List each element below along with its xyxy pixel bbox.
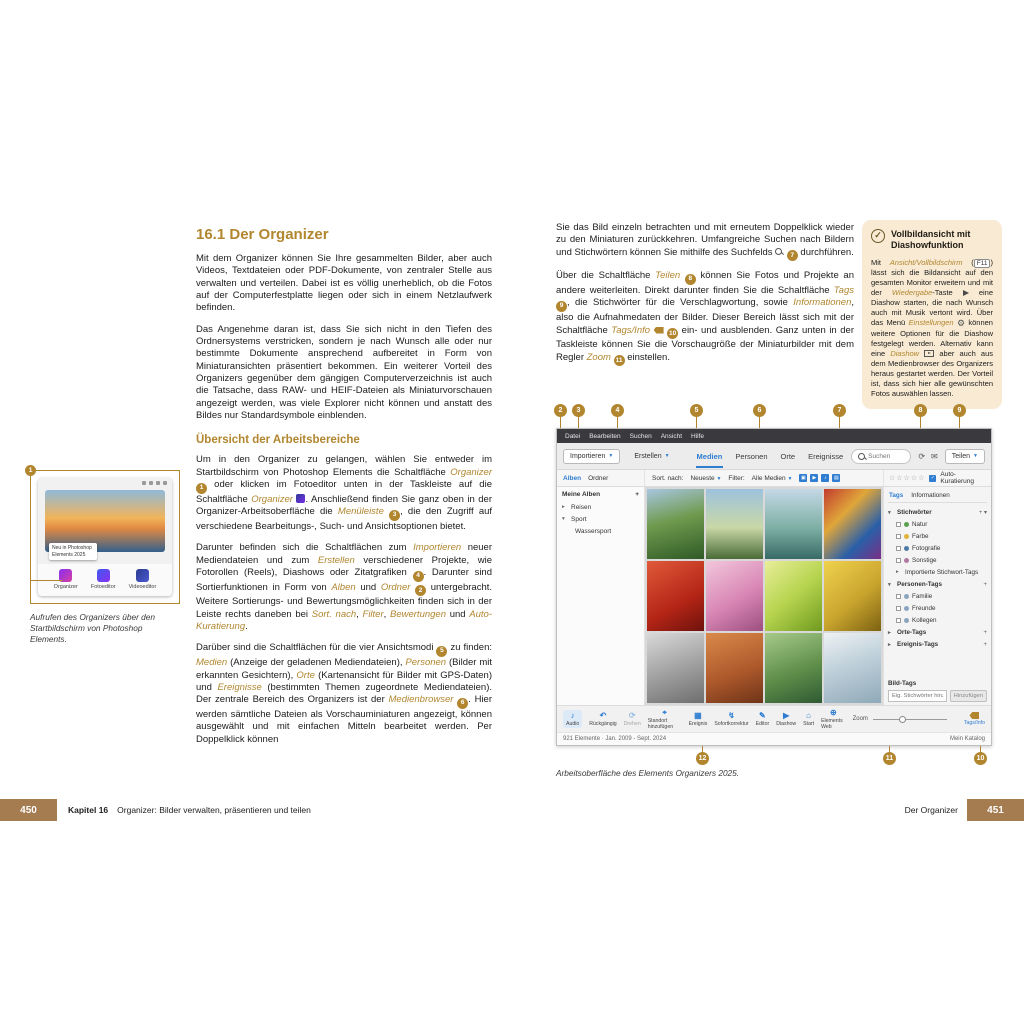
highlight-term: Einstellungen xyxy=(908,317,954,327)
web-icon xyxy=(830,708,837,717)
callout-line xyxy=(959,417,960,428)
taskbar-slideshow-button[interactable]: ▶ Diashow xyxy=(776,711,796,727)
callout-4: 4 xyxy=(611,404,624,417)
taskbar xyxy=(557,705,991,732)
add-tag-icon[interactable]: + xyxy=(983,641,987,648)
tags-tab[interactable]: Tags xyxy=(889,492,904,499)
callout-8: 8 xyxy=(914,404,927,417)
editor-icon xyxy=(759,711,766,720)
workspace xyxy=(557,487,991,705)
taskbar-event-button[interactable]: ▦ Ereignis xyxy=(689,711,708,727)
callout-badge: 10 xyxy=(667,328,678,339)
section-heading: 16.1 Der Organizer xyxy=(196,226,329,243)
callout-11: 11 xyxy=(883,752,896,765)
add-keyword-button[interactable]: Hinzufügen xyxy=(950,690,987,702)
callout-line xyxy=(696,417,697,428)
checkbox[interactable] xyxy=(896,558,901,563)
taskbar-editor-button[interactable]: ✎ Editor xyxy=(756,711,770,727)
tag-color-dot xyxy=(904,546,909,551)
left-page-column xyxy=(196,226,492,755)
hero-card-title: Neu in Photoshop Elements 2025 xyxy=(49,543,97,560)
filter-projects-icon[interactable]: ▤ xyxy=(834,475,839,481)
videoeditor-label: Videoeditor xyxy=(128,584,157,590)
person-icon xyxy=(904,618,909,623)
zoom-control xyxy=(853,716,947,722)
sync-icon[interactable]: ⟳ xyxy=(918,451,926,461)
sort-filter-controls xyxy=(645,474,883,482)
filter-value-dropdown[interactable]: Alle Medien ▼ xyxy=(751,474,793,482)
checkbox[interactable] xyxy=(896,522,901,527)
fotoeditor-button[interactable] xyxy=(91,569,116,590)
callout-9: 9 xyxy=(953,404,966,417)
checkbox[interactable] xyxy=(896,606,901,611)
zoom-label: Zoom xyxy=(852,716,868,722)
chevron-down-icon: ▾ xyxy=(562,516,565,522)
view-mode-tabs xyxy=(696,445,845,468)
image-tags-input-row xyxy=(888,690,987,702)
organizer-icon xyxy=(296,494,305,503)
photo-thumbnail[interactable] xyxy=(765,633,822,703)
person-icon xyxy=(904,606,909,611)
media-type-filters xyxy=(799,474,840,482)
sort-label: Sort. nach: xyxy=(652,474,684,482)
tag-color-dot xyxy=(904,558,909,563)
item-count: 921 Elemente · Jan. 2009 - Sept. 2024 xyxy=(563,736,667,742)
checkbox[interactable] xyxy=(896,618,901,623)
highlight-term: Ereignisse xyxy=(217,681,262,693)
twitter-icon xyxy=(156,481,160,485)
filter-videos-icon[interactable]: ▶ xyxy=(810,474,818,482)
highlight-term: Informationen xyxy=(793,297,852,309)
videoeditor-app-icon xyxy=(136,569,149,582)
photo-thumbnail[interactable] xyxy=(824,633,881,703)
callout-badge: 4 xyxy=(413,571,424,582)
informationen-tab[interactable]: Informationen xyxy=(911,492,950,499)
callout-badge: 5 xyxy=(436,646,447,657)
pse-home-screen xyxy=(38,478,172,596)
highlight-term: Organizer xyxy=(251,493,293,505)
add-tag-icon[interactable]: + xyxy=(983,581,987,588)
rating-autocuration xyxy=(883,470,991,486)
media-browser xyxy=(645,487,883,705)
album-item-wassersport[interactable]: Wassersport xyxy=(575,528,612,535)
tab-medien[interactable]: Medien xyxy=(696,445,724,468)
play-icon xyxy=(963,290,969,296)
highlight-term: Ansicht/Vollbildschirm xyxy=(889,257,963,267)
paragraph: Darunter befinden sich die Schaltflächen zum Importieren neuer Mediendateien und zum Erstellen verschiedener Projekte, wie Fotorollen (Reels), Diashows oder Zitatgrafiken 4 . Darunter sind Sortierfunktionen in Form von Alben und Ordner 2 untergebracht. Weitere Sortierungs- und Bewertungsmöglichkeiten finden sich in der Leiste rechts daneben bei Sort. nach, Filter, Bewertungen und Auto-Kuratierung. xyxy=(196,542,493,633)
highlight-term: Filter xyxy=(362,608,384,620)
tip-box xyxy=(862,220,1002,409)
chevron-down-icon: ▾ xyxy=(888,581,891,588)
tag-row-freunde[interactable]: Freunde xyxy=(896,605,987,612)
search-icon xyxy=(858,452,865,461)
callout-badge: 11 xyxy=(614,355,625,366)
catalog-name: Mein Katalog xyxy=(949,736,985,742)
chevron-down-icon: ▼ xyxy=(608,453,614,459)
import-button[interactable]: Importieren ▼ xyxy=(563,449,620,464)
hero-image xyxy=(45,490,165,558)
highlight-term: Menüleiste xyxy=(337,506,384,518)
location-icon xyxy=(662,708,667,717)
highlight-term: Diashow xyxy=(890,349,920,359)
albums-folders-switch xyxy=(557,470,645,486)
tag-row-fotografie[interactable]: Fotografie xyxy=(896,545,987,552)
organizer-label: Organizer xyxy=(53,584,78,590)
photo-thumbnail[interactable] xyxy=(706,633,763,703)
callout-badge: 6 xyxy=(457,698,468,709)
tab-orte[interactable]: Orte xyxy=(780,451,796,461)
filter-audio-icon[interactable]: ♪ xyxy=(821,474,829,482)
tag-row-sonstige[interactable]: Sonstige xyxy=(896,557,987,564)
highlight-term: Erstellen xyxy=(317,554,355,566)
right-page-column xyxy=(556,222,854,375)
tags-info-toggle[interactable]: Tags/Info xyxy=(964,712,985,726)
tag-icon xyxy=(654,327,664,334)
places-tags-header[interactable]: ▸ Orte-Tags + xyxy=(888,629,987,636)
my-albums-header: Meine Alben + xyxy=(562,491,639,498)
photo-thumbnail[interactable] xyxy=(824,561,881,631)
check-icon xyxy=(871,229,885,243)
tags-info-tabs xyxy=(888,490,987,503)
figure-frame xyxy=(28,467,180,604)
menu-bearbeiten[interactable]: Bearbeiten xyxy=(589,432,621,440)
figure-caption: Aufrufen des Organizers über den Startbildschirm von Photoshop Elements. xyxy=(30,612,155,645)
tag-row-natur[interactable]: Natur xyxy=(896,521,987,528)
photo-thumbnail[interactable] xyxy=(647,561,704,631)
callout-line xyxy=(578,417,579,428)
custom-keyword-input[interactable] xyxy=(888,690,947,702)
callout-10: 10 xyxy=(974,752,987,765)
callout-line xyxy=(617,417,618,428)
sort-value-dropdown[interactable]: Neueste ▼ xyxy=(690,474,722,482)
highlight-term: Medien xyxy=(196,657,228,669)
event-icon xyxy=(694,711,702,720)
create-button[interactable]: Erstellen ▼ xyxy=(634,452,670,460)
add-tag-icon[interactable]: + ▾ xyxy=(978,510,987,516)
highlight-term: Sort. nach xyxy=(311,608,357,620)
highlight-term: Wiedergabe xyxy=(891,287,933,297)
slideshow-icon xyxy=(924,350,934,357)
tag-color-dot xyxy=(904,534,909,539)
highlight-term: Orte xyxy=(296,669,315,681)
image-tags-label: Bild-Tags xyxy=(888,680,917,687)
paragraph: Um in den Organizer zu gelangen, wählen Sie entweder im Startbildschirm von Photoshop Elements die Schaltfläche Organizer 1 oder klicken im Fotoeditor unten in der Taskleiste auf die Schaltfläche Organizer . Anschließend finden Sie ganz oben in der Organizer-Arbeitsoberfläche die Menüleiste 3 , die den Zugriff auf verschiedene Bearbeitungs-, Such- und Ansichtsoptionen bietet. xyxy=(196,454,493,532)
videoeditor-button[interactable] xyxy=(129,569,157,590)
status-bar xyxy=(557,732,991,745)
chevron-down-icon: ▼ xyxy=(716,475,722,482)
album-item-reisen[interactable]: ▸ Reisen xyxy=(562,504,592,511)
subsection-heading: Übersicht der Arbeitsbereiche xyxy=(196,434,360,447)
tag-row-farbe[interactable]: Farbe xyxy=(896,533,987,540)
photo-thumbnail[interactable] xyxy=(647,633,704,703)
organizer-screenshot xyxy=(556,428,992,746)
menu-datei[interactable]: Datei xyxy=(565,432,581,440)
tip-header xyxy=(871,229,993,252)
instagram-icon xyxy=(149,481,153,485)
taskbar-undo-button[interactable]: ↶ Rückgängig xyxy=(589,711,616,727)
callout-6: 6 xyxy=(753,404,766,417)
page-number-left: 450 xyxy=(0,799,57,821)
chevron-right-icon: ▸ xyxy=(888,641,891,648)
tag-row-kollegen[interactable]: Kollegen xyxy=(896,617,987,624)
page-number-right: 451 xyxy=(967,799,1024,821)
callout-line xyxy=(839,417,840,428)
home-topbar xyxy=(38,478,172,487)
taskbar-add-location-button[interactable]: ⌖ Standort hinzufügen xyxy=(648,708,682,730)
camera-icon xyxy=(142,481,146,485)
tag-color-dot xyxy=(904,522,909,527)
highlight-term: Zoom xyxy=(586,351,611,363)
running-head-left xyxy=(68,799,311,821)
chevron-right-icon: ▸ xyxy=(896,569,899,575)
tab-personen[interactable]: Personen xyxy=(735,451,768,461)
search-input[interactable] xyxy=(868,453,904,460)
callout-badge: 3 xyxy=(389,510,400,521)
key-cap: F11 xyxy=(974,259,991,268)
chapter-label: Kapitel 16 xyxy=(68,805,109,815)
paragraph: Mit dem Organizer können Sie Ihre gesammelten Bilder, aber auch Videos, Textdateien oder PDF-Dokumente, von zentraler Stelle aus verwalten und verteilen. Dabei ist es völlig unerheblich, ob die Fotos auf der Computerfestplatte liegen oder sich in einem Netzlaufwerk befinden. xyxy=(196,253,492,314)
highlight-term: Teilen xyxy=(655,270,681,282)
menu-suchen[interactable]: Suchen xyxy=(629,432,652,440)
folders-tab[interactable]: Ordner xyxy=(588,474,609,482)
highlight-term: Bewertungen xyxy=(390,608,446,620)
highlight-term: Importieren xyxy=(413,542,462,554)
callout-line xyxy=(759,417,760,428)
chapter-title: Organizer: Bilder verwalten, präsentieren und teilen xyxy=(117,805,311,815)
photo-thumbnail[interactable] xyxy=(765,489,822,559)
paragraph: Über die Schaltfläche Teilen 8 können Sie Fotos und Projekte an andere weiterleiten. Direkt darunter finden Sie die Schaltfläche Tags 9 , die Stichwörter für die Verschlagwortung, sowie Informationen, also die Aufnahmedaten der Bilder. Dieser Bereich lässt sich mit der Schaltfläche Tags/Info 10 ein- und ausblenden. Ganz unten in der Taskleiste können Sie die Vorschaugröße der Miniaturbilder mit dem Regler Zoom 11 einstellen. xyxy=(556,270,854,366)
callout-badge: 8 xyxy=(685,274,696,285)
highlight-term: Personen xyxy=(405,657,447,669)
photo-thumbnail[interactable] xyxy=(706,489,763,559)
callout-badge: 2 xyxy=(415,585,426,596)
albums-panel xyxy=(557,487,645,705)
audio-icon xyxy=(571,711,575,720)
highlight-term: Tags/Info xyxy=(611,324,651,336)
person-icon xyxy=(904,594,909,599)
paragraph: Sie das Bild einzeln betrachten und mit erneutem Doppelklick wieder zu den Miniaturen zurückkehren. Umfangreiche Suchen nach Bildern und Stichwörtern können Sie mithilfe des Suchfelds 7 durchführen. xyxy=(556,222,854,261)
callout-badge: 7 xyxy=(787,250,798,261)
keywords-section-header[interactable]: ▾ Stichwörter + ▾ xyxy=(888,509,987,516)
start-screen-figure xyxy=(28,467,180,646)
search-icon xyxy=(775,247,784,256)
gear-icon xyxy=(957,318,965,330)
photo-thumbnail[interactable] xyxy=(647,489,704,559)
sort-filter-bar xyxy=(557,470,991,487)
paragraph: Darüber sind die Schaltflächen für die vier Ansichtsmodi 5 zu finden: Medien (Anzeige der geladenen Mediendateien), Personen (Bilder mit erkannten Gesichtern), Orte (Kartenansicht für Bilder mit GPS-Daten) und Ereignisse (bestimmten Themen zugeordnete Mediendateien). Der zentrale Bereich des Organizers ist der Medienbrowser 6 . Hier werden sämtliche Dateien als Vorschauminiaturen angezeigt, können ausgewählt und mit einfachen Mitteln bearbeitet werden. Per Doppelklick können xyxy=(196,642,492,745)
taskbar-instant-fix-button[interactable]: ↯ Sofortkorrektur xyxy=(714,711,748,727)
screenshot-caption: Arbeitsoberfläche des Elements Organizers 2025. xyxy=(556,768,740,778)
undo-icon xyxy=(600,711,607,720)
callout-line xyxy=(31,580,63,581)
tip-body: Mit Ansicht/Vollbildschirm ( F11 ) lässt sich die Bildansicht auf den gesamten Monitor erweitern und mit der Wiedergabe-Taste eine Diashow starten, die nach Wunsch auch mit Musik vertont wird. Über das Menü Einstellungen ⚙ können weitere Optionen für die Diashow festgelegt werden. Alternativ kann eine Diashow aber auch aus dem Medienbrowser des Organizers heraus gestartet werden. Der Vorteil ist, dass sich hier alle gewünschten Fotos auswählen lassen. xyxy=(871,258,993,399)
fotoeditor-app-icon xyxy=(97,569,110,582)
tag-row-familie[interactable]: Familie xyxy=(896,593,987,600)
taskbar-audio-button[interactable]: ♪ Audio xyxy=(563,710,582,728)
tip-title: Vollbildansicht mit Diashowfunktion xyxy=(891,229,971,251)
add-album-icon[interactable]: + xyxy=(635,491,639,498)
callout-line xyxy=(920,417,921,428)
checkbox[interactable] xyxy=(896,534,901,539)
tags-panel xyxy=(883,487,991,705)
highlight-term: Organizer xyxy=(450,466,492,478)
checkbox[interactable] xyxy=(896,546,901,551)
highlight-term: Auto-Kuratierung xyxy=(196,608,492,633)
callout-12: 12 xyxy=(696,752,709,765)
menu-bar xyxy=(557,429,991,443)
highlight-term: Tags xyxy=(833,285,854,297)
share-button[interactable]: Teilen ▼ xyxy=(945,449,985,464)
add-tag-icon[interactable]: + xyxy=(983,629,987,636)
photo-thumbnail[interactable] xyxy=(706,561,763,631)
slideshow-icon xyxy=(783,711,789,720)
imported-keyword-tags[interactable]: ▸ Importierte Stichwort-Tags xyxy=(896,568,979,576)
main-toolbar xyxy=(557,443,991,470)
toolbar-icons xyxy=(918,452,937,461)
callout-5: 5 xyxy=(690,404,703,417)
events-tags-header[interactable]: ▸ Ereignis-Tags + xyxy=(888,641,987,648)
zoom-slider[interactable] xyxy=(873,719,947,720)
menu-ansicht[interactable]: Ansicht xyxy=(660,432,683,440)
callout-3: 3 xyxy=(572,404,585,417)
filter-label: Filter: xyxy=(728,474,745,482)
home-icon xyxy=(806,711,811,720)
instant-fix-icon xyxy=(728,711,735,720)
tag-icon xyxy=(969,712,979,719)
search-field[interactable] xyxy=(851,449,911,464)
highlight-term: Medienbrowser xyxy=(388,694,454,706)
auto-curation-checkbox[interactable]: ✓ xyxy=(930,474,935,481)
fotoeditor-label: Fotoeditor xyxy=(90,584,116,590)
running-head-right xyxy=(905,799,958,821)
auto-curation-label: Auto-Kuratierung xyxy=(940,471,974,485)
rotate-icon xyxy=(629,711,636,720)
rating-stars[interactable]: ☆☆☆☆☆ xyxy=(889,475,926,482)
photo-thumbnail[interactable] xyxy=(765,561,822,631)
filter-photos-icon[interactable]: ▣ xyxy=(801,475,806,481)
chevron-right-icon: ▸ xyxy=(562,504,565,510)
callout-1: 1 xyxy=(25,465,36,476)
callout-badge: 1 xyxy=(196,483,207,494)
share-icon xyxy=(163,481,167,485)
highlight-term: Ordner xyxy=(380,581,411,593)
chevron-down-icon: ▼ xyxy=(973,453,978,459)
mail-icon[interactable]: ✉ xyxy=(931,451,938,461)
checkbox[interactable] xyxy=(896,594,901,599)
taskbar-home-button[interactable]: ⌂ Start xyxy=(803,711,814,727)
taskbar-rotate-button[interactable]: ⟳ Drehen xyxy=(624,711,641,727)
menu-hilfe[interactable]: Hilfe xyxy=(691,432,705,440)
zoom-slider-knob[interactable] xyxy=(899,716,906,723)
taskbar-elements-web-button[interactable]: ⊕ Elements Web xyxy=(821,708,846,730)
albums-tab[interactable]: Alben xyxy=(563,474,582,482)
people-tags-header[interactable]: ▾ Personen-Tags + xyxy=(888,581,987,588)
photo-thumbnail[interactable] xyxy=(824,489,881,559)
tab-ereignisse[interactable]: Ereignisse xyxy=(808,451,844,461)
chevron-down-icon: ▼ xyxy=(787,475,793,482)
chevron-down-icon: ▼ xyxy=(664,453,670,459)
callout-7: 7 xyxy=(833,404,846,417)
callout-badge: 9 xyxy=(556,301,567,312)
callout-2: 2 xyxy=(554,404,567,417)
paragraph: Das Angenehme daran ist, dass Sie sich nicht in den Tiefen des Ordnersystems verstricken, sondern je nach Wunsch alle oder nur bestimmte Dokumente ansprechend aufbereitet in Form von Miniaturansichten präsentiert bekommen. Ein weiterer Vorteil des Organizers gegenüber dem gängigen Computerverzeichnis ist auch die Tatsache, dass RAW- und HEIF-Dateien als Miniaturvorschauen angezeigt werden, was viele Explorer nicht können und anstatt des Bildes nur Standardsymbole einblenden. xyxy=(196,323,492,422)
album-item-sport[interactable]: ▾ Sport xyxy=(562,516,587,523)
chevron-down-icon: ▾ xyxy=(888,509,891,516)
section-label: Der Organizer xyxy=(904,805,958,815)
highlight-term: Alben xyxy=(331,581,356,593)
chevron-right-icon: ▸ xyxy=(888,629,891,636)
callout-line xyxy=(560,417,561,428)
